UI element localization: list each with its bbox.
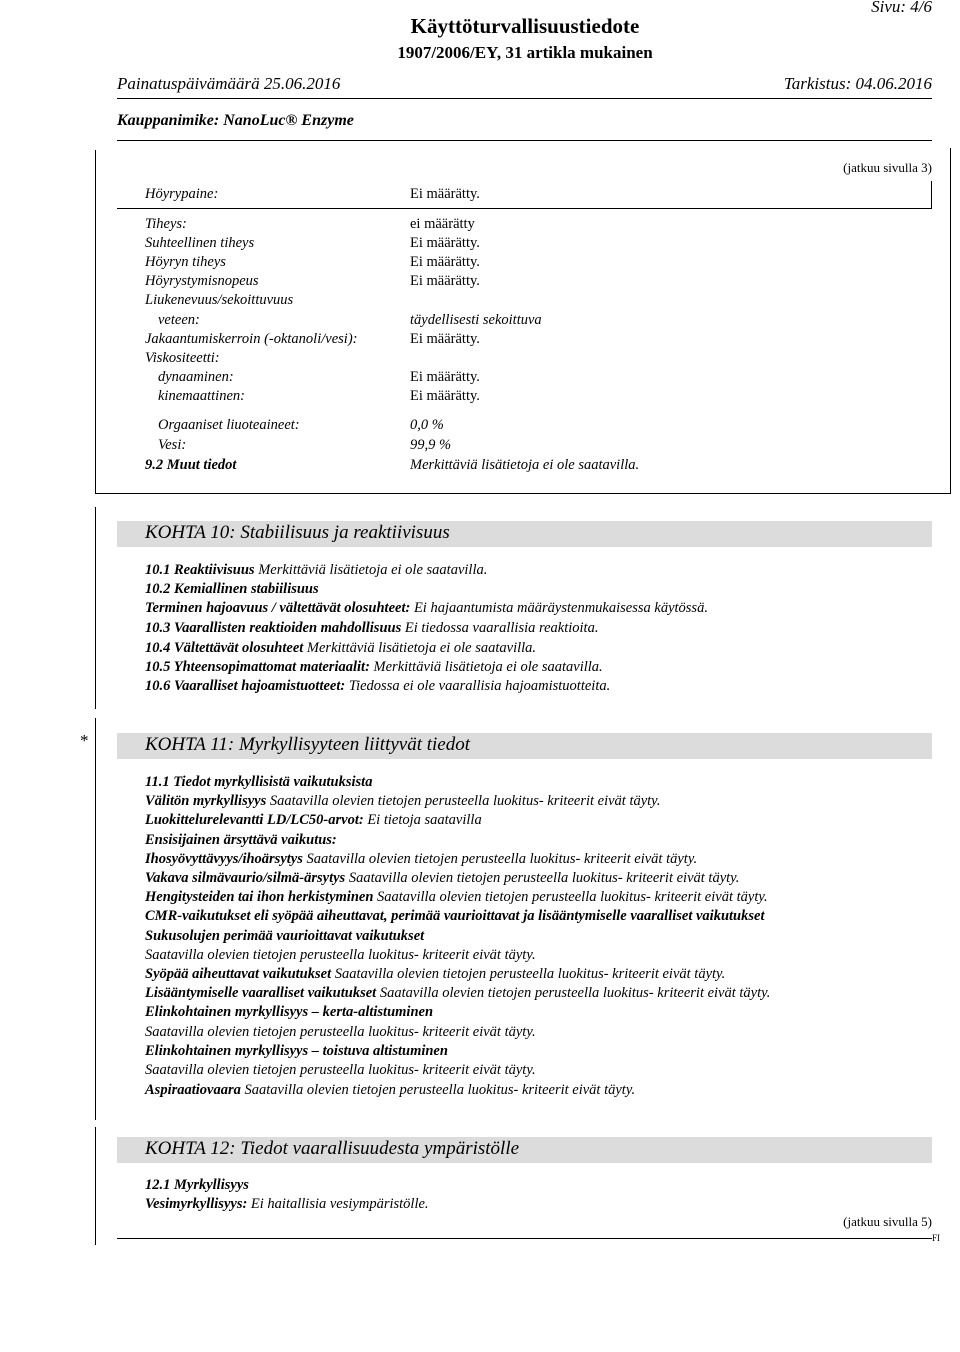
item-text: Saatavilla olevien tietojen perusteella luokitus- kriteerit eivät täyty. [145, 1062, 536, 1078]
property-label: Jakaantumiskerroin (-oktanoli/vesi): [145, 331, 358, 347]
property-value: Ei määrätty. [410, 186, 480, 202]
table-rule-right [931, 181, 932, 209]
section10-item [145, 581, 319, 598]
item-label: 10.5 Yhteensopimattomat materiaalit: [145, 659, 370, 675]
item-label: 10.1 Reaktiivisuus [145, 562, 255, 578]
section12-item [145, 1196, 429, 1213]
section11-item [145, 1004, 433, 1021]
section10-item [145, 562, 487, 579]
section12-heading [117, 1137, 932, 1163]
property-label: Liukenevuus/sekoittuvuus [145, 292, 294, 308]
item-label: 10.6 Vaaralliset hajoamistuotteet: [145, 678, 346, 694]
item-text: Saatavilla olevien tietojen perusteella luokitus- kriteerit eivät täyty. [348, 870, 740, 886]
left-margin-line-3 [95, 718, 96, 1120]
product-name: Kauppanimike: NanoLuc® Enzyme [117, 112, 354, 129]
property-label: Höyrypaine: [145, 186, 219, 202]
property-label: Vesi: [158, 437, 187, 453]
property-value: Ei määrätty. [410, 388, 480, 404]
section11-item [145, 1043, 448, 1060]
section12-heading-text: KOHTA 12: Tiedot vaarallisuudesta ympäristölle [145, 1138, 520, 1159]
item-text: Merkittäviä lisätietoja ei ole saatavilla. [373, 659, 603, 675]
continued-from-note: (jatkuu sivulla 3) [843, 160, 932, 175]
property-value: 0,0 % [410, 417, 444, 433]
item-label: Elinkohtainen myrkyllisyys – toistuva altistuminen [145, 1043, 448, 1059]
property-label: kinemaattinen: [158, 388, 245, 404]
continued-to-note: (jatkuu sivulla 5) [843, 1214, 932, 1229]
section11-item [145, 966, 725, 983]
right-margin-line [950, 148, 951, 493]
property-label: Orgaaniset liuoteaineet: [158, 417, 300, 433]
item-text: Merkittäviä lisätietoja ei ole saatavilla. [306, 640, 537, 656]
item-label: Ihosyövyttävyys/ihoärsytys [145, 851, 303, 867]
table-rule-top [117, 208, 932, 209]
property-value: Ei määrätty. [410, 254, 480, 270]
property-label: dynaaminen: [158, 369, 234, 385]
item-label: 10.4 Vältettävät olosuhteet [145, 640, 304, 656]
item-label: Luokittelurelevantti LD/LC50-arvot: [145, 812, 364, 828]
item-text: Ei tiedossa vaarallisia reaktioita. [404, 620, 599, 636]
item-text: Merkittäviä lisätietoja ei ole saatavilla. [258, 562, 488, 578]
section11-item [145, 985, 770, 1002]
property-value: Ei määrätty. [410, 273, 480, 289]
change-marker: * [80, 731, 89, 750]
section11-item [145, 1062, 536, 1079]
item-label: 11.1 Tiedot myrkyllisistä vaikutuksista [145, 774, 373, 790]
item-label: Välitön myrkyllisyys [145, 793, 267, 809]
document-subtitle: 1907/2006/EY, 31 artikla mukainen [397, 43, 653, 62]
item-text: Saatavilla olevien tietojen perusteella luokitus- kriteerit eivät täyty. [244, 1082, 636, 1098]
item-text: Ei tietoja saatavilla [367, 812, 482, 828]
section11-item [145, 793, 660, 810]
section11-item [145, 774, 372, 791]
section10-item [145, 600, 708, 617]
property-value: täydellisesti sekoittuva [410, 312, 542, 328]
item-text: Saatavilla olevien tietojen perusteella luokitus- kriteerit eivät täyty. [269, 793, 661, 809]
section11-item [145, 908, 764, 925]
item-text: Tiedossa ei ole vaarallisia hajoamistuotteita. [348, 678, 611, 694]
footer-rule [117, 1238, 932, 1239]
language-code: FI [931, 1233, 940, 1243]
page-number: Sivu: 4/6 [871, 0, 932, 16]
property-label: veteen: [158, 312, 200, 328]
print-date: Painatuspäivämäärä 25.06.2016 [117, 74, 341, 93]
item-label: Terminen hajoavuus / vältettävät olosuhteet: [145, 600, 411, 616]
section11-item [145, 889, 768, 906]
item-text: Saatavilla olevien tietojen perusteella luokitus- kriteerit eivät täyty. [145, 1024, 536, 1040]
section11-item [145, 851, 697, 868]
section11-heading-text: KOHTA 11: Myrkyllisyyteen liittyvät tiedot [145, 734, 471, 755]
property-value: ei määrätty [410, 216, 475, 232]
item-label: Hengitysteiden tai ihon herkistyminen [145, 889, 374, 905]
item-text: Saatavilla olevien tietojen perusteella luokitus- kriteerit eivät täyty. [306, 851, 698, 867]
revision-date: Tarkistus: 04.06.2016 [783, 74, 932, 93]
section11-item [145, 928, 424, 945]
section11-item [145, 1082, 635, 1099]
item-text: Ei haitallisia vesiympäristölle. [250, 1196, 429, 1212]
item-label: Vesimyrkyllisyys: [145, 1196, 248, 1212]
left-margin-line-2 [95, 507, 96, 709]
item-text: Ei hajaantumista määräystenmukaisessa käytössä. [413, 600, 708, 616]
section12-item [145, 1177, 249, 1194]
property-label: Höyryn tiheys [145, 254, 226, 270]
item-label: Vakava silmävaurio/silmä-ärsytys [145, 870, 346, 886]
item-label: Elinkohtainen myrkyllisyys – kerta-altistuminen [145, 1004, 434, 1020]
section10-item [145, 640, 536, 657]
property-label: Höyrystymisnopeus [145, 273, 259, 289]
item-label: Lisääntymiselle vaaralliset vaikutukset [145, 985, 377, 1001]
section9-bottom-rule [95, 493, 951, 494]
item-label: Syöpää aiheuttavat vaikutukset [145, 966, 332, 982]
item-text: Saatavilla olevien tietojen perusteella luokitus- kriteerit eivät täyty. [145, 947, 536, 963]
property-value: Ei määrätty. [410, 331, 480, 347]
item-label: 10.3 Vaarallisten reaktioiden mahdollisuus [145, 620, 402, 636]
item-text: Saatavilla olevien tietojen perusteella luokitus- kriteerit eivät täyty. [379, 985, 771, 1001]
property-label: Suhteellinen tiheys [145, 235, 255, 251]
section10-item [145, 620, 598, 637]
item-text: Saatavilla olevien tietojen perusteella luokitus- kriteerit eivät täyty. [334, 966, 726, 982]
property-value: Ei määrätty. [410, 235, 480, 251]
left-margin-line [95, 150, 96, 493]
item-label: Aspiraatiovaara [145, 1082, 241, 1098]
section10-heading [117, 521, 932, 547]
section10-item [145, 659, 603, 676]
header-rule [117, 98, 932, 99]
item-text: Saatavilla olevien tietojen perusteella luokitus- kriteerit eivät täyty. [377, 889, 768, 905]
section10-heading-text: KOHTA 10: Stabiilisuus ja reaktiivisuus [145, 522, 450, 543]
item-label: 12.1 Myrkyllisyys [145, 1177, 249, 1193]
document-title: Käyttöturvallisuustiedote [410, 14, 640, 38]
property-label: 9.2 Muut tiedot [145, 457, 237, 473]
item-label: Ensisijainen ärsyttävä vaikutus: [145, 832, 337, 848]
property-label: Viskositeetti: [145, 350, 220, 366]
section11-item [145, 832, 337, 849]
left-margin-line-4 [95, 1127, 96, 1245]
property-label: Tiheys: [145, 216, 187, 232]
item-label: Sukusolujen perimää vaurioittavat vaikutukset [145, 928, 425, 944]
property-value: Merkittäviä lisätietoja ei ole saatavilla. [410, 457, 640, 473]
property-value: Ei määrätty. [410, 369, 480, 385]
section11-item [145, 870, 739, 887]
property-value: 99,9 % [410, 437, 452, 453]
section11-heading [117, 733, 932, 759]
item-label: 10.2 Kemiallinen stabiilisuus [145, 581, 319, 597]
item-label: CMR-vaikutukset eli syöpää aiheuttavat, perimää vaurioittavat ja lisääntymiselle vaaralliset vaikutukset [145, 908, 765, 924]
section11-item [145, 1024, 536, 1041]
section11-item [145, 812, 482, 829]
section10-item [145, 678, 610, 695]
product-rule [117, 140, 932, 141]
section11-item [145, 947, 536, 964]
